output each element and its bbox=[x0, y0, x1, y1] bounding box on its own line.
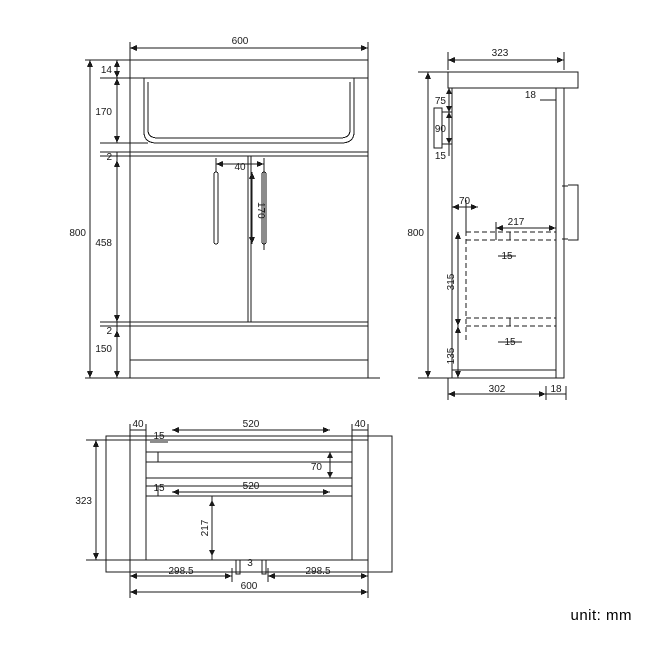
dim-side-hinge-bottom: 15 bbox=[434, 151, 446, 162]
front-elevation-view bbox=[118, 60, 380, 378]
dim-front-top-lip: 14 bbox=[100, 65, 112, 76]
dim-plan-centre-gap: 3 bbox=[247, 558, 253, 569]
dim-side-bottom-height: 135 bbox=[446, 347, 457, 365]
dim-plan-inner-width-2: 520 bbox=[242, 481, 260, 492]
dim-front-handle-offset: 40 bbox=[234, 162, 246, 173]
dim-side-hinge-len: 90 bbox=[434, 124, 446, 135]
dim-plan-wing-left: 40 bbox=[132, 419, 144, 430]
dim-front-handle-length: 170 bbox=[255, 202, 266, 219]
dim-side-top-right: 18 bbox=[524, 90, 536, 101]
dim-front-gap-top: 2 bbox=[106, 152, 112, 163]
dim-side-mid-height: 315 bbox=[446, 273, 457, 291]
dim-plan-wing-right: 40 bbox=[354, 419, 366, 430]
dim-side-base-offset: 18 bbox=[550, 384, 562, 395]
dim-front-door-height: 458 bbox=[95, 238, 112, 249]
dim-front-drawer-height: 150 bbox=[95, 344, 112, 355]
dim-side-height: 800 bbox=[407, 228, 424, 239]
dim-front-gap-bottom: 2 bbox=[106, 326, 112, 337]
dim-front-basin-depth: 170 bbox=[95, 107, 112, 118]
unit-note: unit: mm bbox=[570, 607, 632, 624]
dim-side-shelf-depth: 217 bbox=[507, 217, 525, 228]
dim-front-overall-height: 800 bbox=[69, 228, 86, 239]
front-dimensions bbox=[85, 42, 368, 378]
dim-plan-edge-1: 15 bbox=[153, 431, 165, 442]
dim-side-lower-thickness: 15 bbox=[504, 337, 516, 348]
dim-plan-depth: 323 bbox=[75, 496, 92, 507]
dim-side-shelf-from-top: 70 bbox=[459, 196, 471, 207]
dim-plan-inner-width: 520 bbox=[242, 419, 260, 430]
dim-front-width: 600 bbox=[231, 36, 249, 47]
dim-side-hinge-top: 75 bbox=[434, 96, 446, 107]
dim-plan-front-offset: 217 bbox=[200, 519, 211, 537]
dim-side-shelf-thickness: 15 bbox=[501, 251, 513, 262]
dim-plan-edge-2: 15 bbox=[153, 483, 165, 494]
dim-side-depth: 323 bbox=[491, 48, 509, 59]
dim-plan-overall-width: 600 bbox=[240, 581, 258, 592]
dim-plan-half-right: 298.5 bbox=[305, 566, 331, 577]
dim-plan-half-left: 298.5 bbox=[168, 566, 194, 577]
plan-view bbox=[106, 436, 392, 574]
dim-side-base-depth: 302 bbox=[488, 384, 506, 395]
dim-plan-back-offset: 70 bbox=[310, 462, 322, 473]
